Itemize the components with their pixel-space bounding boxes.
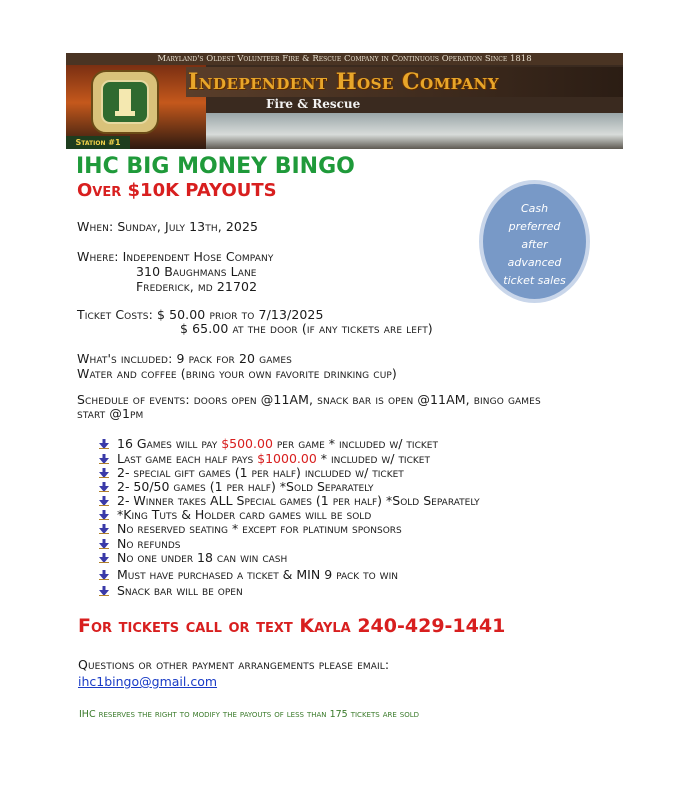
list-item-text: No one under 18 can win cash [117,550,288,565]
email-link[interactable]: ihc1bingo@gmail.com [78,674,218,689]
payout-headline: Over $10K PAYOUTS [77,180,277,201]
address-street: 310 Baughmans Lane [136,264,257,279]
list-item [99,465,404,480]
list-item [99,567,398,582]
arrow-down-icon [99,468,109,478]
schedule-line: Schedule of events: doors open @11AM, snack bar is open @11AM, bingo games [77,392,541,407]
ticket-contact: For tickets call or text Kayla 240-429-1441 [78,615,506,637]
event-title: IHC BIG MONEY BINGO [76,154,355,179]
bubble-line: preferred [508,220,561,233]
address-city: Frederick, md 21702 [136,279,258,294]
bubble-line: ticket sales [503,274,566,287]
arrow-down-icon [99,524,109,534]
arrow-down-icon [99,496,109,506]
list-item [99,507,371,522]
ticket-cost-door: $ 65.00 at the door (if any tickets are left) [180,321,433,336]
arrow-down-icon [99,510,109,520]
arrow-down-icon [99,439,109,449]
cash-preferred-text [479,200,590,290]
arrow-down-icon [99,553,109,563]
fire-trucks-image [206,113,623,149]
included-drinks: Water and coffee (bring your own favorite drinking cup) [77,366,397,381]
bubble-line: Cash [520,202,549,215]
company-badge-logo [88,69,162,135]
payout-disclaimer: IHC reserves the right to modify the payouts of less than 175 tickets are sold [79,709,420,720]
list-item-text: 2- special gift games (1 per half) included w/ ticket [117,465,404,480]
arrow-down-icon [99,539,109,549]
arrow-down-icon [99,570,109,580]
list-item [99,479,373,494]
list-item-text: Last game each half pays [117,451,258,466]
list-item-text: No refunds [117,536,181,551]
venue-line: Where: Independent Hose Company [77,249,274,264]
arrow-down-icon [99,482,109,492]
bubble-line: advanced [507,256,562,269]
banner-company-name: Independent Hose Company [188,69,500,95]
schedule-line-2: start @1pm [77,406,144,421]
included-games: What's included: 9 pack for 20 games [77,351,292,366]
list-item [99,493,480,508]
list-item-text: 16 Games will pay [117,436,222,451]
header-banner [66,53,623,149]
list-item-text: Must have purchased a ticket & MIN 9 pack to win [117,567,398,582]
bubble-line: after [521,238,548,251]
arrow-down-icon [99,454,109,464]
banner-subtitle: Fire & Rescue [266,97,361,111]
list-item-text: * included w/ ticket [316,451,430,466]
list-item [99,436,438,451]
event-date: When: Sunday, July 13th, 2025 [77,219,259,234]
questions-text: Questions or other payment arrangements please email: [78,657,390,672]
list-item-text: *King Tuts & Holder card games will be sold [117,507,372,522]
list-item-text: per game * included w/ ticket [272,436,438,451]
list-item-text: 2- Winner takes ALL Special games (1 per half) *Sold Separately [117,493,480,508]
list-item [99,550,287,565]
station-label: Station #1 [66,136,130,149]
list-item-text: 2- 50/50 games (1 per half) *Sold Separately [117,479,374,494]
list-item [99,536,181,551]
list-item-text: No reserved seating * except for platinum sponsors [117,521,402,536]
list-item-text: Snack bar will be open [117,583,243,598]
list-item [99,583,243,598]
arrow-down-icon [99,586,109,596]
ticket-cost-advance: Ticket Costs: $ 50.00 prior to 7/13/2025 [77,307,324,322]
list-item [99,521,402,536]
banner-tagline: Maryland's Oldest Volunteer Fire & Rescue Company in Continuous Operation Since 1818 [66,53,623,65]
payout-amount: $1000.00 [257,451,317,466]
payout-amount: $500.00 [221,436,273,451]
list-item [99,451,430,466]
